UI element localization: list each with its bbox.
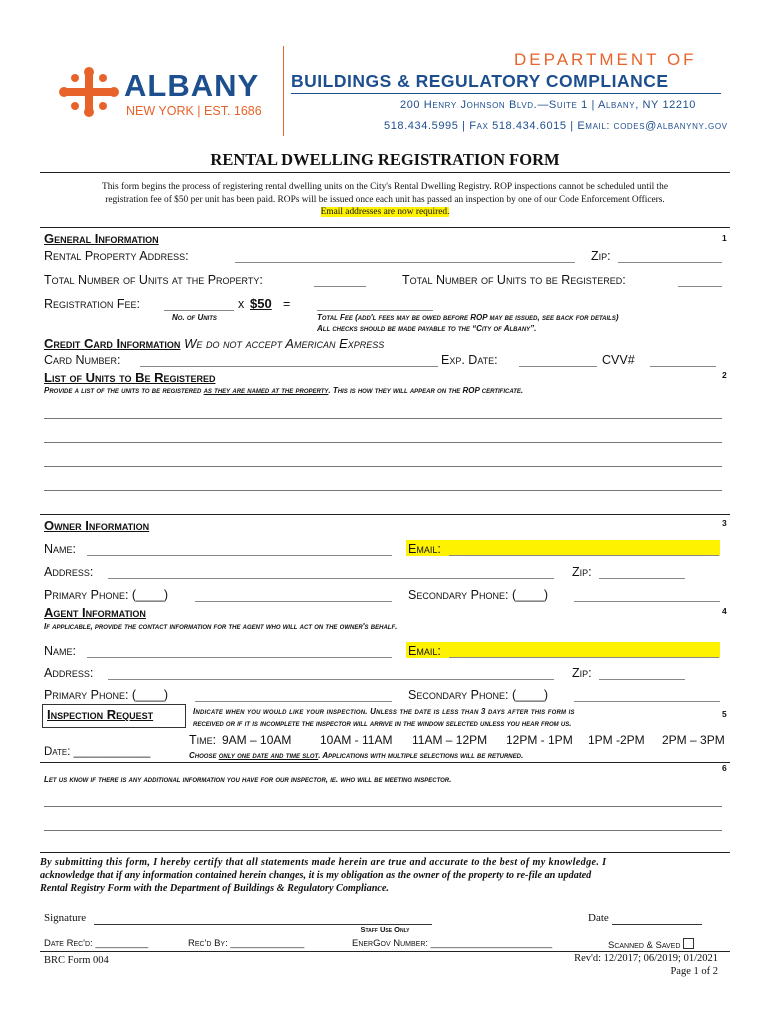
card-number-field[interactable] [140, 366, 438, 367]
time-slot-6[interactable] [662, 733, 725, 747]
form-title: RENTAL DWELLING REGISTRATION FORM [210, 150, 560, 169]
staff-energov: EnerGov Number: _______________________ [352, 938, 553, 949]
time-slot-5[interactable] [588, 733, 645, 747]
fee-equals: = [283, 297, 291, 311]
property-zip-label: Zip: [591, 249, 611, 263]
time-slot-3-label: 11AM – 12PM [412, 733, 488, 747]
staff-date-recd: Date Rec'd: __________ [44, 938, 149, 949]
units-registered-label: Total Number of Units to be Registered: [402, 273, 626, 287]
sig-date-label: Date [588, 912, 609, 924]
choose-note [189, 751, 523, 760]
choose-a: Choose [189, 751, 217, 760]
additional-section-rule [40, 852, 730, 853]
unit-line-1[interactable] [44, 418, 722, 419]
signature-label: Signature [44, 912, 87, 924]
intro-rule [40, 227, 730, 228]
staff-recd-by: Rec'd By: ______________ [188, 938, 305, 949]
owner-heading: Owner Information [44, 518, 150, 533]
time-slot-4-label: 12PM - 1PM [506, 733, 573, 747]
time-slot-1[interactable] [222, 733, 291, 747]
header-divider [283, 46, 284, 136]
exp-date-label: Exp. Date: [441, 353, 498, 367]
time-slot-5-label: 1PM -2PM [588, 733, 645, 747]
property-address-label: Rental Property Address: [44, 249, 189, 263]
time-slot-2-label: 10AM - 11AM [320, 733, 393, 747]
time-slot-3[interactable] [412, 733, 487, 747]
fee-units-field[interactable] [164, 310, 234, 311]
unit-line-4[interactable] [44, 490, 722, 491]
header-rule [291, 93, 721, 94]
agent-heading: Agent Information [44, 605, 146, 620]
inspection-date-label[interactable]: Date: ____________ [44, 746, 151, 758]
total-units-field[interactable] [314, 286, 366, 287]
total-units-label: Total Number of Units at the Property: [44, 273, 263, 287]
time-label: Time: [189, 733, 217, 747]
unit-line-2[interactable] [44, 442, 722, 443]
inspection-heading: Inspection Request [47, 707, 154, 722]
additional-line-2[interactable] [44, 830, 722, 831]
choose-b: only one date and time slot [218, 751, 319, 760]
intro-text [40, 181, 730, 219]
certify-line3: Rental Registry Form with the Department of Buildings & Regulatory Compliance. [40, 883, 389, 894]
owner-name-field[interactable] [87, 555, 392, 556]
exp-date-field[interactable] [519, 366, 597, 367]
dept-contact: 518.434.5995 | Fax 518.434.6015 | Email: codes@albanyny.gov [384, 120, 728, 132]
units-list-heading: List of Units to Be Registered [44, 370, 216, 385]
registration-fee-label: Registration Fee: [44, 297, 140, 311]
email-note: Email addresses are now required. [320, 207, 450, 217]
certify-line1: By submitting this form, I hereby certify that all statements made herein are true and accurate to the best of my knowledge. I [40, 857, 607, 868]
credit-amex-note: We do not accept American Express [184, 336, 385, 351]
owner-secondary-phone-label: Secondary Phone: (____) [408, 588, 549, 602]
units-registered-field[interactable] [678, 286, 722, 287]
agent-note: If applicable, provide the contact information for the agent who will act on the owner's behalf. [44, 622, 398, 631]
section-number-4: 4 [722, 606, 727, 616]
section-number-5: 5 [722, 709, 727, 719]
owner-primary-phone-label: Primary Phone: (____) [44, 588, 169, 602]
additional-note: Let us know if there is any additional information you have for our inspector, ie. who will be meeting inspector. [44, 775, 452, 784]
section-number-1: 1 [722, 233, 727, 243]
inspection-indicate-1: Indicate when you would like your inspection. Unless the date is less than 3 days after this form is [193, 707, 575, 716]
form-number: BRC Form 004 [44, 955, 109, 966]
intro-line2: registration fee of $50 per unit has been paid. ROPs will be issued once each unit has passed an inspection by one of our Code Enforcement Officers. [105, 194, 665, 205]
dept-address: 200 Henry Johnson Blvd.—Suite 1 | Albany, NY 12210 [400, 99, 697, 111]
checks-payable-note: All checks should be made payable to the “City of Albany”. [317, 324, 537, 333]
agent-email-label: Email: [408, 644, 441, 658]
credit-heading: Credit Card Information [44, 336, 181, 351]
units-list-instruction [44, 386, 523, 395]
inspection-indicate-2: received or if it is incomplete the inspector will arrive in the window selected unless you hear from us. [193, 719, 572, 728]
time-slot-2[interactable] [320, 733, 392, 747]
logo-brand: ALBANY [124, 68, 260, 103]
total-fee-field[interactable] [317, 310, 433, 311]
fee-amount: $50 [250, 296, 272, 311]
agent-secondary-phone-label: Secondary Phone: (____) [408, 688, 549, 702]
scanned-checkbox[interactable] [683, 938, 694, 949]
albany-emblem-icon [58, 66, 120, 118]
agent-name-label: Name: [44, 644, 77, 658]
owner-primary-phone-field[interactable] [195, 601, 392, 602]
dept-line2: BUILDINGS & REGULATORY COMPLIANCE [291, 71, 669, 91]
fee-x: x [238, 297, 245, 311]
agent-secondary-phone-field[interactable] [574, 701, 720, 702]
city-logo [58, 64, 268, 124]
owner-email-highlight[interactable] [406, 540, 720, 556]
agent-email-highlight[interactable] [406, 642, 720, 658]
units-instruction-a: Provide a list of the units to be registered [44, 386, 202, 395]
inspection-section-rule [40, 762, 730, 763]
property-zip-field[interactable] [618, 262, 722, 263]
owner-email-label: Email: [408, 542, 441, 556]
unit-line-3[interactable] [44, 466, 722, 467]
agent-address-field[interactable] [108, 679, 554, 680]
dept-line1: DEPARTMENT OF [514, 50, 697, 69]
agent-name-field[interactable] [87, 657, 392, 658]
credit-heading-row [44, 336, 384, 351]
agent-zip-label: Zip: [572, 666, 592, 680]
owner-address-field[interactable] [108, 578, 554, 579]
total-fee-caption: Total Fee (add'l fees may be owed before ROP may be issued, see back for details) [317, 313, 619, 322]
agent-zip-field[interactable] [599, 679, 685, 680]
owner-secondary-phone-field[interactable] [574, 601, 720, 602]
owner-email-field[interactable] [449, 555, 719, 556]
time-slot-6-label: 2PM – 3PM [662, 733, 725, 747]
section-number-6: 6 [722, 763, 727, 773]
time-slot-4[interactable] [506, 733, 573, 747]
cvv-label: CVV# [602, 353, 635, 367]
revision-dates: Rev'd: 12/2017; 06/2019; 01/2021 [574, 953, 718, 964]
units-section-rule [40, 514, 730, 515]
title-rule [40, 172, 730, 173]
owner-name-label: Name: [44, 542, 77, 556]
card-number-label: Card Number: [44, 353, 121, 367]
agent-primary-phone-label: Primary Phone: (____) [44, 688, 169, 702]
section-number-2: 2 [722, 370, 727, 380]
choose-c: . Applications with multiple selections will be returned. [318, 751, 524, 760]
certify-line2: acknowledge that if any information contained herein changes, it is my obligation as the owner of the property to re-file an updated [40, 870, 592, 881]
property-address-field[interactable] [235, 262, 575, 263]
cvv-field[interactable] [650, 366, 716, 367]
general-heading: General Information [44, 231, 159, 246]
agent-primary-phone-field[interactable] [195, 701, 392, 702]
units-instruction-b: as they are named at the property [203, 386, 329, 395]
logo-tagline: NEW YORK | EST. 1686 [126, 104, 262, 118]
units-instruction-c: . This is how they will appear on the ROP certificate. [328, 386, 524, 395]
staff-rule [40, 951, 730, 952]
owner-zip-label: Zip: [572, 565, 592, 579]
certification-text [40, 856, 736, 895]
owner-address-label: Address: [44, 565, 94, 579]
staff-scanned [608, 938, 694, 951]
owner-zip-field[interactable] [599, 578, 685, 579]
time-slot-1-label: 9AM – 10AM [222, 733, 292, 747]
staff-use-heading: Staff Use Only [360, 925, 410, 934]
intro-line1: This form begins the process of registering rental dwelling units on the City's Rental Dwelling Registry. ROP inspections cannot be scheduled until the [101, 182, 668, 192]
agent-address-label: Address: [44, 666, 94, 680]
section-number-3: 3 [722, 518, 727, 528]
page-number: Page 1 of 2 [670, 966, 718, 977]
no-units-caption: No. of Units [172, 313, 217, 322]
staff-scanned-label: Scanned & Saved [608, 940, 681, 951]
agent-email-field[interactable] [449, 657, 719, 658]
additional-line-1[interactable] [44, 806, 722, 807]
